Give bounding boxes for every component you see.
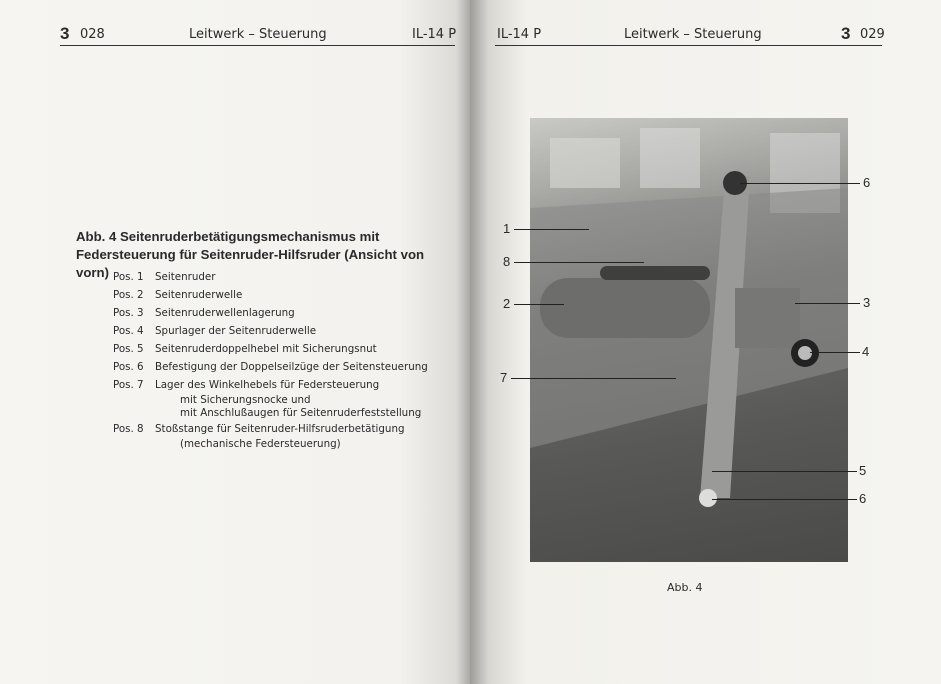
- running-title: Leitwerk – Steuerung: [624, 27, 762, 42]
- part-description-continued: (mechanische Federsteuerung): [180, 438, 341, 450]
- callout-line: [514, 304, 564, 305]
- callout-7: 7: [500, 370, 508, 385]
- parts-list: [113, 268, 428, 451]
- aircraft-model: IL-14 P: [412, 27, 457, 42]
- callout-8: 8: [503, 254, 511, 269]
- pos-number: Pos. 1: [113, 271, 144, 283]
- parts-list-item: [113, 268, 428, 286]
- mechanism-illustration: [530, 118, 848, 562]
- callout-1: 1: [503, 221, 511, 236]
- parts-list-item: [113, 376, 428, 394]
- part-description: Seitenruderdoppelhebel mit Sicherungsnut: [155, 343, 377, 355]
- callout-line: [740, 183, 860, 184]
- pos-number: Pos. 8: [113, 423, 144, 435]
- running-title: Leitwerk – Steuerung: [189, 27, 327, 42]
- chapter-number: 3: [60, 24, 70, 43]
- callout-line: [712, 471, 857, 472]
- part-description: Seitenruder: [155, 271, 216, 283]
- left-page: [0, 0, 470, 684]
- callout-line: [514, 262, 644, 263]
- part-description: Stoßstange für Seitenruder-Hilfsruderbetätigung: [155, 423, 405, 435]
- pos-number: Pos. 6: [113, 361, 144, 373]
- part-description: Seitenruderwelle: [155, 289, 243, 301]
- callout-6-top: 6: [863, 175, 871, 190]
- header-rule: [495, 45, 882, 46]
- callout-line: [810, 352, 860, 353]
- header-rule: [60, 45, 455, 46]
- pos-number: Pos. 7: [113, 379, 144, 391]
- part-description-continued: mit Anschlußaugen für Seitenruderfeststellung: [180, 407, 422, 419]
- pos-number: Pos. 5: [113, 343, 144, 355]
- page-number: 029: [860, 27, 885, 42]
- figure-caption: Abb. 4 Seitenruderbetätigungsmechanismus mit Federsteuerung für Seitenruder-Hilfsruder (Ansicht von vorn): [76, 229, 425, 280]
- callout-line: [712, 499, 857, 500]
- callout-4: 4: [862, 344, 870, 359]
- part-description: Spurlager der Seitenruderwelle: [155, 325, 317, 337]
- part-description: Lager des Winkelhebels für Federsteuerung: [155, 379, 380, 391]
- part-description: Seitenruderwellenlagerung: [155, 307, 295, 319]
- callout-3: 3: [863, 295, 871, 310]
- mechanism-photo: [530, 118, 848, 562]
- pos-number: Pos. 2: [113, 289, 144, 301]
- aircraft-model: IL-14 P: [497, 27, 542, 42]
- parts-list-item: [113, 340, 428, 358]
- parts-list-item: [113, 286, 428, 304]
- part-description: Befestigung der Doppelseilzüge der Seitensteuerung: [155, 361, 428, 373]
- pos-number: Pos. 3: [113, 307, 144, 319]
- parts-list-item: [113, 358, 428, 376]
- callout-line: [514, 229, 589, 230]
- page-number: 028: [80, 27, 105, 42]
- callout-2: 2: [503, 296, 511, 311]
- figure-label: Abb. 4: [667, 581, 703, 594]
- part-description-continued: mit Sicherungsnocke und: [180, 394, 311, 406]
- chapter-number: 3: [841, 24, 851, 43]
- pos-number: Pos. 4: [113, 325, 144, 337]
- callout-5: 5: [859, 463, 867, 478]
- parts-list-item: [113, 304, 428, 322]
- parts-list-item: [113, 420, 428, 438]
- callout-line: [511, 378, 676, 379]
- parts-list-item: [113, 322, 428, 340]
- callout-6-bottom: 6: [859, 491, 867, 506]
- callout-line: [795, 303, 860, 304]
